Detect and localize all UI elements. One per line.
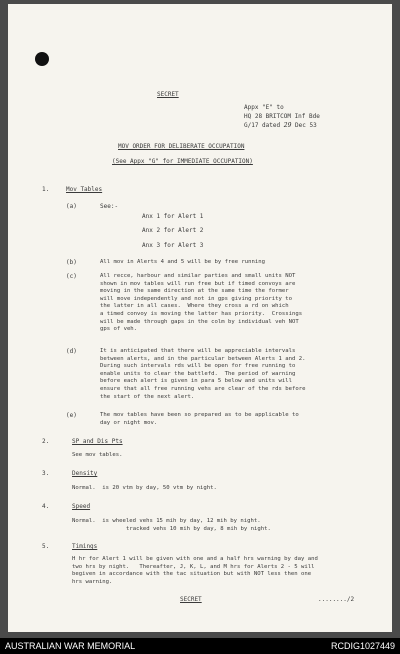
section-4-line1: Normal. is wheeled vehs 15 mih by day, 12 mih by night. <box>72 518 261 524</box>
item-b-text: All mov in Alerts 4 and 5 will be by free running <box>100 259 266 265</box>
item-d-label: (d) <box>66 348 77 355</box>
section-4-line2: tracked vehs 10 mih by day, 8 mih by night. <box>126 526 271 532</box>
section-1-number: 1. <box>42 186 50 193</box>
section-3-text: Normal. is 20 vtm by day, 50 vtm by night. <box>72 485 217 491</box>
item-a-label: (a) <box>66 203 77 210</box>
appendix-ref-line1: Appx "E" to <box>244 104 284 111</box>
section-3-number: 3. <box>42 470 50 477</box>
section-2-text: See mov tables. <box>72 452 123 458</box>
annex-3: Anx 3 for Alert 3 <box>142 242 204 249</box>
archive-footer-bar <box>0 638 400 654</box>
section-5-heading: Timings <box>72 543 98 550</box>
continuation-marker: ......../2 <box>318 596 355 603</box>
archive-record-id: RCDIG1027449 <box>330 641 395 651</box>
classification-top: SECRET <box>157 91 179 98</box>
item-e-label: (e) <box>66 412 77 419</box>
item-e-paragraph: The mov tables have been so prepared as to be applicable to day or night mov. <box>100 412 299 426</box>
archive-name: AUSTRALIAN WAR MEMORIAL <box>5 641 136 651</box>
item-c-label: (c) <box>66 273 77 280</box>
appendix-ref-line3: G/17 dated 29 Dec 53 <box>244 122 317 129</box>
document-subtitle: (See Appx "G" for IMMEDIATE OCCUPATION) <box>112 158 253 165</box>
section-4-number: 4. <box>42 503 50 510</box>
item-c-paragraph: All recce, harbour and similar parties and small units NOT shown in mov tables will run free but if timed convoys are moving in the same direction at the same time the former will move independently and not in gps giving priority to the latter in all cases. Where they cross a rd on which a timed convoy is moving the latter has priority. Crossings will be made through gaps in the colm by individual veh NOT gps of veh. <box>100 273 303 333</box>
section-2-number: 2. <box>42 438 50 445</box>
section-4-heading: Speed <box>72 503 91 510</box>
item-d-paragraph: It is anticipated that there will be appreciable intervals between alerts, and in the particular between Alerts 1 and 2. During such intervals rds will be open for free running to enable units to clear the battlefd. The period of warning before each alert is given in para 5 below and units will ensure that all free running vehs are clear of the rds before the start of the next alert. <box>100 348 306 400</box>
item-a-text: See:- <box>100 203 119 210</box>
appendix-ref-line2: HQ 28 BRITCOM Inf Bde <box>244 113 320 120</box>
item-b-label: (b) <box>66 259 77 266</box>
section-3-heading: Density <box>72 470 98 477</box>
section-5-paragraph: H hr for Alert 1 will be given with one and a half hrs warning by day and two hrs by night. Thereafter, J, K, L, and M hrs for Alerts 2 - 5 will begiven in accordance with the tac situation but with NOT less then one hrs warning. <box>72 556 318 585</box>
classification-bottom: SECRET <box>180 596 202 603</box>
section-1-heading: Mov Tables <box>66 186 103 193</box>
section-2-heading: SP and Dis Pts <box>72 438 123 445</box>
handwritten-day: 29 <box>283 122 292 129</box>
punch-hole <box>35 52 49 66</box>
annex-2: Anx 2 for Alert 2 <box>142 227 204 234</box>
document-title: MOV ORDER FOR DELIBERATE OCCUPATION <box>118 143 245 150</box>
section-5-number: 5. <box>42 543 50 550</box>
annex-1: Anx 1 for Alert 1 <box>142 213 204 220</box>
